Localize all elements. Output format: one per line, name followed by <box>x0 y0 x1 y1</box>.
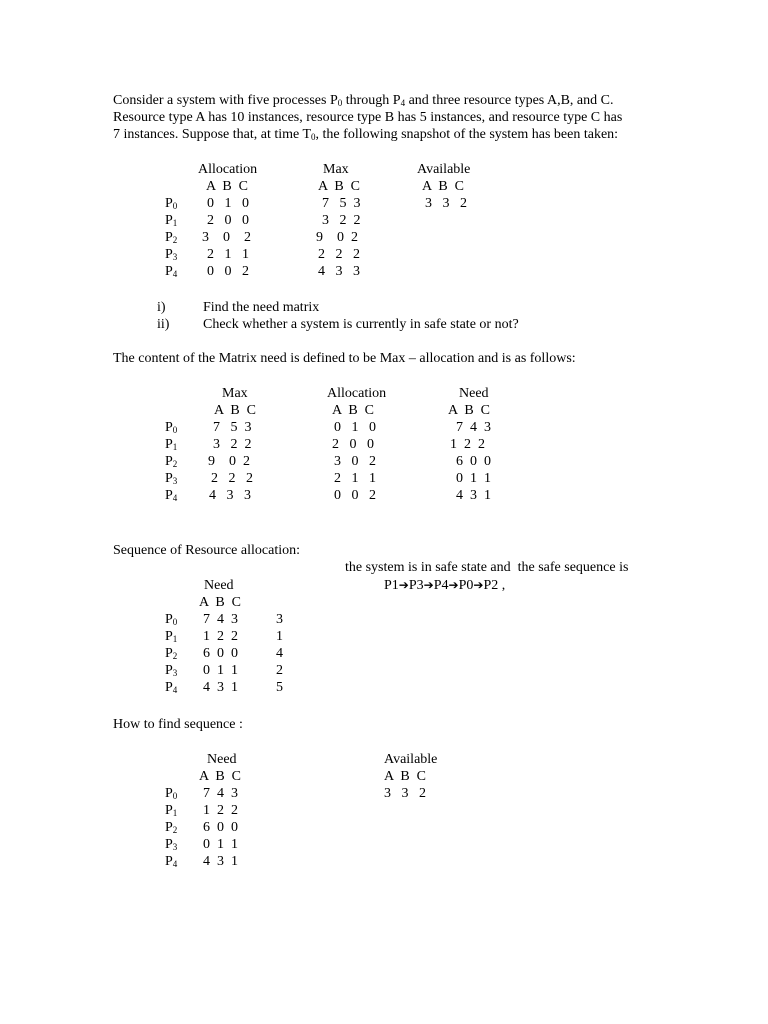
process-label: $P_4$ <box>165 854 178 869</box>
intro-line-2: Resource type A has 10 instances, resource type B has 5 instances, and resource type C has <box>113 110 623 125</box>
snapshot-allocation-cell: 2 1 1 <box>207 247 249 262</box>
how-need-cell: 7 4 3 <box>203 786 238 801</box>
snapshot-allocation-cell: 3 0 2 <box>202 230 251 245</box>
need-table-header-allocation: Allocation <box>327 386 387 401</box>
snapshot-allocation-cell: 2 0 0 <box>207 213 249 228</box>
snapshot-abc-max: A B C <box>318 179 361 194</box>
arrow-right-icon: ➔ <box>398 578 409 592</box>
how-need-cell: 1 2 2 <box>203 803 238 818</box>
how-need-cell: 4 3 1 <box>203 854 238 869</box>
need-table-max-cell: 9 0 2 <box>208 454 250 469</box>
process-label: $P_1$ <box>165 213 178 228</box>
safe-sequence: P1➔P3➔P4➔P0➔P2 , <box>384 578 506 593</box>
need-table-allocation-cell: 2 0 0 <box>332 437 374 452</box>
need-table-abc-max: A B C <box>214 403 257 418</box>
process-label: $P_3$ <box>165 663 178 678</box>
how-available-header: Available <box>384 752 438 767</box>
need-table-header-max: Max <box>222 386 248 401</box>
snapshot-max-cell: 7 5 3 <box>322 196 361 211</box>
intro-paragraph <box>113 92 658 143</box>
safe-seq-item: P4 <box>433 578 449 593</box>
how-need-cell: 0 1 1 <box>203 837 238 852</box>
process-label: $P_2$ <box>165 454 178 469</box>
process-label: $P_4$ <box>165 488 178 503</box>
how-available-abc: A B C <box>384 769 427 784</box>
how-need-header: Need <box>207 752 237 767</box>
sequence-order-cell: 5 <box>276 680 283 695</box>
need-table-max-cell: 4 3 3 <box>209 488 251 503</box>
need-table-allocation-cell: 0 1 0 <box>334 420 376 435</box>
sequence-need-abc: A B C <box>199 595 242 610</box>
process-label: $P_0$ <box>165 196 178 211</box>
snapshot-allocation-cell: 0 0 2 <box>207 264 249 279</box>
need-table-allocation-cell: 2 1 1 <box>334 471 376 486</box>
how-available-cell: 3 3 2 <box>384 786 426 801</box>
sequence-order-cell: 2 <box>276 663 283 678</box>
safe-state-text: the system is in safe state and the safe sequence is <box>345 560 629 575</box>
question-number: i) <box>157 300 166 315</box>
arrow-right-icon: ➔ <box>448 578 459 592</box>
process-label: $P_0$ <box>165 612 178 627</box>
need-table-need-cell: 6 0 0 <box>456 454 491 469</box>
snapshot-max-cell: 9 0 2 <box>316 230 358 245</box>
how-need-cell: 6 0 0 <box>203 820 238 835</box>
snapshot-header-max: Max <box>323 162 349 177</box>
safe-seq-item: P0 <box>458 578 474 593</box>
question-number: ii) <box>157 317 170 332</box>
sequence-order-cell: 1 <box>276 629 283 644</box>
sequence-order-cell: 3 <box>276 612 283 627</box>
process-label: $P_4$ <box>165 680 178 695</box>
snapshot-available-cell: 3 3 2 <box>425 196 467 211</box>
need-intro-text: The content of the Matrix need is defined to be Max – allocation and is as follows: <box>113 351 576 366</box>
safe-seq-item: P2 <box>483 578 499 593</box>
snapshot-abc-allocation: A B C <box>206 179 249 194</box>
need-table-abc-allocation: A B C <box>332 403 375 418</box>
sequence-need-cell: 7 4 3 <box>203 612 238 627</box>
need-table-abc-need: A B C <box>448 403 491 418</box>
safe-seq-item: P3 <box>408 578 424 593</box>
process-label: $P_3$ <box>165 837 178 852</box>
arrow-right-icon: ➔ <box>473 578 484 592</box>
sequence-order-cell: 4 <box>276 646 283 661</box>
question-text: Find the need matrix <box>203 300 320 315</box>
need-table-max-cell: 7 5 3 <box>213 420 252 435</box>
process-label: $P_2$ <box>165 230 178 245</box>
need-table-allocation-cell: 3 0 2 <box>334 454 376 469</box>
sequence-need-header: Need <box>204 578 234 593</box>
process-label: $P_3$ <box>165 247 178 262</box>
sequence-title: Sequence of Resource allocation: <box>113 543 300 558</box>
need-table-max-cell: 3 2 2 <box>213 437 252 452</box>
sequence-need-cell: 1 2 2 <box>203 629 238 644</box>
snapshot-abc-available: A B C <box>422 179 465 194</box>
process-label: $P_3$ <box>165 471 178 486</box>
how-title: How to find sequence : <box>113 717 243 732</box>
snapshot-header-allocation: Allocation <box>198 162 258 177</box>
sequence-need-cell: 6 0 0 <box>203 646 238 661</box>
question-text: Check whether a system is currently in safe state or not? <box>203 317 519 332</box>
snapshot-header-available: Available <box>417 162 471 177</box>
process-label: $P_0$ <box>165 420 178 435</box>
how-need-abc: A B C <box>199 769 242 784</box>
process-label: $P_1$ <box>165 437 178 452</box>
process-label: $P_2$ <box>165 820 178 835</box>
need-table-allocation-cell: 0 0 2 <box>334 488 376 503</box>
process-label: $P_1$ <box>165 629 178 644</box>
snapshot-allocation-cell: 0 1 0 <box>207 196 249 211</box>
need-table-max-cell: 2 2 2 <box>211 471 253 486</box>
process-label: $P_0$ <box>165 786 178 801</box>
need-table-header-need: Need <box>459 386 489 401</box>
need-table-need-cell: 0 1 1 <box>456 471 491 486</box>
intro-line-1: Consider a system with five processes $P_0$ through $P_4$ and three resource types A,B, and C. <box>113 93 614 108</box>
process-label: $P_4$ <box>165 264 178 279</box>
sequence-need-cell: 4 3 1 <box>203 680 238 695</box>
need-table-need-cell: 4 3 1 <box>456 488 491 503</box>
snapshot-max-cell: 4 3 3 <box>318 264 360 279</box>
process-label: $P_1$ <box>165 803 178 818</box>
need-table-need-cell: 7 4 3 <box>456 420 491 435</box>
snapshot-max-cell: 2 2 2 <box>318 247 360 262</box>
process-label: $P_2$ <box>165 646 178 661</box>
intro-line-3: 7 instances. Suppose that, at time $T_0$, the following snapshot of the system has been taken: <box>113 127 619 142</box>
safe-seq-item: P1 <box>384 578 399 593</box>
need-table-need-cell: 1 2 2 <box>450 437 485 452</box>
arrow-right-icon: ➔ <box>423 578 434 592</box>
snapshot-max-cell: 3 2 2 <box>322 213 361 228</box>
sequence-need-cell: 0 1 1 <box>203 663 238 678</box>
